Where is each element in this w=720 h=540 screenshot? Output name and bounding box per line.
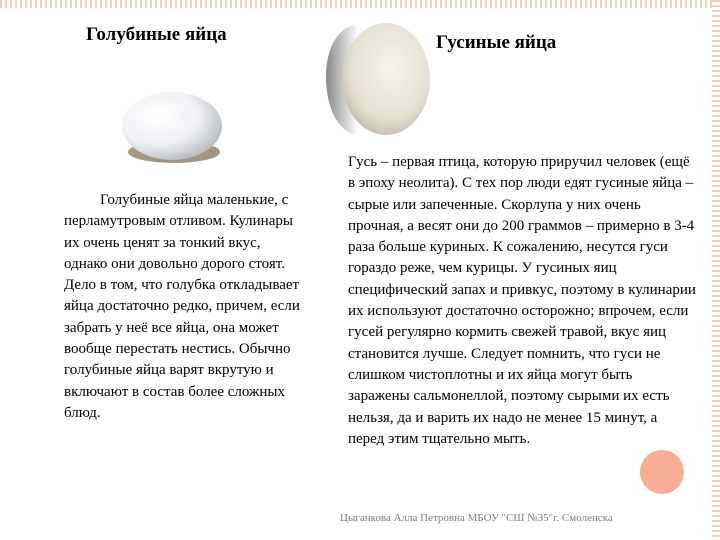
pigeon-egg-image xyxy=(118,86,228,168)
decorative-border-right xyxy=(712,0,720,540)
author-footer: Цыганкова Алла Петровна МБОУ "СШ №35"г. Смоленска xyxy=(340,512,613,524)
pigeon-eggs-title: Голубиные яйца xyxy=(86,24,227,45)
decorative-circle xyxy=(640,450,684,494)
goose-eggs-title: Гусиные яйца xyxy=(436,32,557,53)
goose-egg-image xyxy=(318,16,436,142)
decorative-border-top xyxy=(0,0,720,8)
pigeon-eggs-description: Голубиные яйца маленькие, с перламутровым отливом. Кулинары их очень ценят за тонкий вкус, однако они довольно дорого стоят. Дело в том, что голубка откладывает яйца достаточно редко, причем, если забрать у неё все яйца, она может вообще перестать нестись. Обычно голубиные яйца варят вкрутую и включают в состав более сложных блюд. xyxy=(64,192,300,421)
goose-eggs-description: Гусь – первая птица, которую приручил человек (ещё в эпоху неолита). С тех пор люди едят гусиные яйца – сырые или запеченные. Скорлупа у них очень прочная, а весят они до 200 граммов – примерно в 3-4 раза больше куриных. К сожалению, несутся гуси гораздо реже, чем курицы. У гусиных яиц специфический запах и привкус, поэтому в кулинарии их используют достаточно осторожно; впрочем, если гусей регулярно кормить свежей травой, вкус яиц становится лучше. Следует помнить, что гуси не слишком чистоплотны и их яйца могут быть заражены сальмонеллой, поэтому сырыми их есть нельзя, да и варить их надо не менее 15 минут, а перед этим тщательно мыть. xyxy=(348,154,696,447)
